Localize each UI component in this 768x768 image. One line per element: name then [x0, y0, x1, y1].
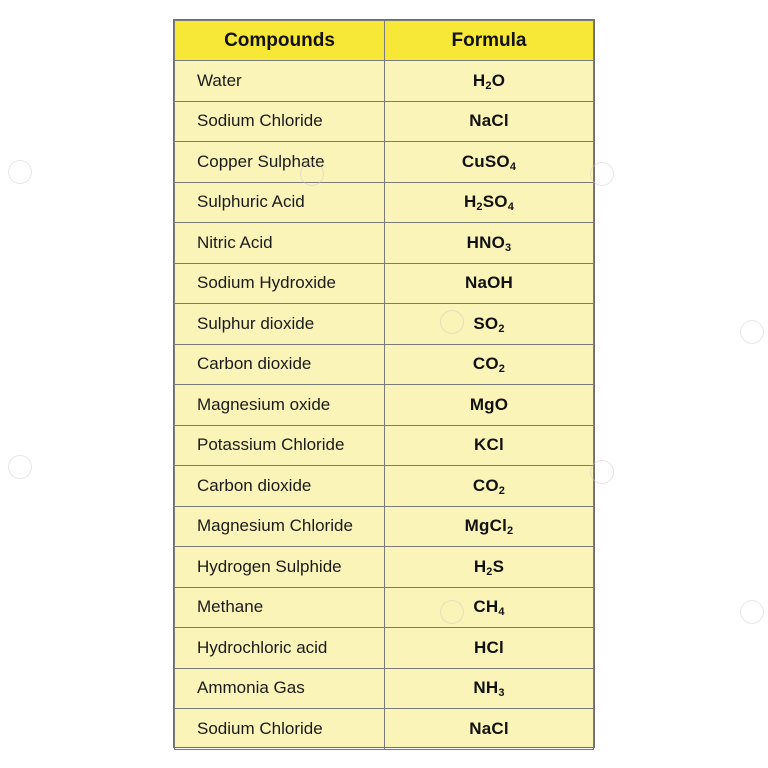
watermark-swirl-icon: [8, 160, 32, 184]
formula-text: CO: [472, 475, 499, 495]
formula-subscript: 4: [507, 201, 515, 214]
compound-name-cell: Sulphur dioxide: [175, 304, 385, 345]
compound-name-cell: Sulphuric Acid: [175, 182, 385, 223]
compound-name-cell: Potassium Chloride: [175, 425, 385, 466]
formula-text: NaOH: [464, 273, 514, 293]
table-row: [175, 142, 594, 183]
formula-subscript: 2: [498, 363, 506, 376]
formula-cell: [385, 668, 594, 709]
formula-cell: [385, 506, 594, 547]
formula-text: MgCl: [464, 516, 508, 536]
formula-text: H: [463, 192, 477, 212]
formula-text: H: [472, 70, 486, 90]
compound-name-cell: Hydrogen Sulphide: [175, 547, 385, 588]
compound-name-cell: Ammonia Gas: [175, 668, 385, 709]
compound-name-cell: Methane: [175, 587, 385, 628]
formula-cell: [385, 223, 594, 264]
compound-name-cell: Sodium Chloride: [175, 101, 385, 142]
formula-text: CO: [472, 354, 499, 374]
formula-text: S: [492, 556, 505, 576]
compound-name-cell: Hydrochloric acid: [175, 628, 385, 669]
formula-text: CuSO: [461, 151, 510, 171]
header-compounds: Compounds: [175, 21, 385, 61]
formula-subscript: 4: [509, 160, 517, 173]
formula-cell: [385, 547, 594, 588]
formula-text: CH: [473, 597, 499, 617]
formula-cell: [385, 304, 594, 345]
formula-cell: [385, 61, 594, 102]
formula-cell: [385, 344, 594, 385]
formula-subscript: 3: [498, 687, 505, 700]
formula-cell: [385, 425, 594, 466]
table-row: [175, 547, 594, 588]
table-row: [175, 709, 594, 750]
formula-subscript: 2: [498, 484, 506, 497]
formula-text: KCl: [474, 435, 504, 455]
table-row: [175, 223, 594, 264]
table-row: [175, 304, 594, 345]
table-row: [175, 182, 594, 223]
compound-name-cell: Carbon dioxide: [175, 466, 385, 507]
watermark-swirl-icon: [8, 455, 32, 479]
table-body: [175, 61, 594, 750]
formula-cell: [385, 101, 594, 142]
formula-text: NaCl: [469, 718, 509, 738]
formula-subscript: 2: [507, 525, 514, 538]
header-row: [175, 21, 594, 61]
compound-name-cell: Copper Sulphate: [175, 142, 385, 183]
formula-cell: [385, 182, 594, 223]
formula-subscript: 4: [498, 606, 505, 619]
formula-cell: [385, 628, 594, 669]
watermark-swirl-icon: [740, 600, 764, 624]
formula-text: H: [473, 556, 487, 576]
table-row: [175, 506, 594, 547]
formula-cell: [385, 263, 594, 304]
table-row: [175, 101, 594, 142]
formula-cell: [385, 142, 594, 183]
table-row: [175, 628, 594, 669]
table-row: [175, 263, 594, 304]
formula-subscript: 2: [498, 322, 505, 335]
formula-text: MgO: [469, 394, 509, 414]
formula-text: O: [491, 70, 506, 90]
table-row: [175, 668, 594, 709]
header-formula: Formula: [385, 21, 594, 61]
compound-name-cell: Sodium Hydroxide: [175, 263, 385, 304]
formula-text: HNO: [466, 232, 506, 252]
formula-cell: [385, 385, 594, 426]
formula-subscript: 3: [505, 241, 512, 254]
table-row: [175, 587, 594, 628]
formula-text: SO: [482, 192, 508, 212]
formula-cell: [385, 709, 594, 750]
table-row: [175, 61, 594, 102]
table-row: [175, 466, 594, 507]
compound-name-cell: Carbon dioxide: [175, 344, 385, 385]
compound-name-cell: Magnesium Chloride: [175, 506, 385, 547]
formula-text: HCl: [474, 637, 504, 657]
formula-cell: [385, 466, 594, 507]
compound-name-cell: Water: [175, 61, 385, 102]
formula-text: NH: [473, 678, 499, 698]
table-row: [175, 425, 594, 466]
formula-text: NaCl: [469, 111, 509, 131]
formula-subscript: 2: [476, 201, 483, 214]
compound-name-cell: Nitric Acid: [175, 223, 385, 264]
compounds-table: [174, 20, 594, 750]
table-row: [175, 344, 594, 385]
formula-subscript: 2: [486, 565, 493, 578]
watermark-swirl-icon: [740, 320, 764, 344]
formula-text: SO: [473, 313, 499, 333]
compounds-table-container: [173, 19, 595, 748]
compound-name-cell: Sodium Chloride: [175, 709, 385, 750]
formula-cell: [385, 587, 594, 628]
table-row: [175, 385, 594, 426]
formula-subscript: 2: [485, 79, 492, 92]
compound-name-cell: Magnesium oxide: [175, 385, 385, 426]
